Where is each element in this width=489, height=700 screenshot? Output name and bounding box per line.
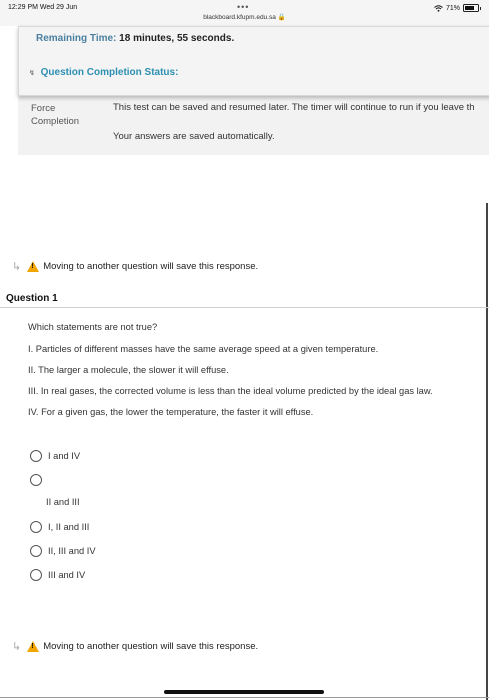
answer-option-label: I and IV (48, 451, 81, 461)
question-header (0, 291, 489, 308)
remaining-time (36, 33, 234, 44)
url-text: blackboard.kfupm.edu.sa (203, 14, 276, 21)
radio-button[interactable] (30, 450, 42, 462)
scrollbar[interactable] (486, 203, 488, 700)
test-info-panel (18, 94, 489, 155)
save-note-bottom (12, 640, 258, 653)
statement-3: III. In real gases, the corrected volume is less than the ideal volume predicted by the ideal gas law. (28, 386, 433, 396)
url-bar[interactable] (0, 13, 489, 21)
tab-dots-icon[interactable]: ••• (237, 2, 250, 12)
answer-option-3[interactable] (30, 521, 89, 533)
statement-2: II. The larger a molecule, the slower it will effuse. (28, 365, 229, 375)
answer-option-1[interactable] (30, 450, 80, 462)
save-note-top (12, 260, 258, 273)
answer-option-4[interactable] (30, 545, 96, 557)
auto-save-info: Your answers are saved automatically. (113, 131, 275, 142)
answer-option-label: II, III and IV (48, 546, 96, 556)
save-note-text: Moving to another question will save this response. (43, 261, 259, 272)
force-completion-label: Force Completion (31, 103, 80, 127)
question-title: Question 1 (6, 293, 58, 304)
status-right (434, 4, 479, 12)
warning-icon: ! (27, 261, 39, 272)
answer-option-label: III and IV (48, 570, 86, 580)
status-time: 12:29 PM Wed 29 Jun (8, 4, 78, 11)
status-bar (0, 0, 489, 26)
statement-4: IV. For a given gas, the lower the temperature, the faster it will effuse. (28, 407, 314, 417)
home-indicator[interactable] (164, 690, 324, 694)
answer-option-5[interactable] (30, 569, 85, 581)
save-note-text: Moving to another question will save this response. (43, 641, 259, 652)
battery-icon (463, 4, 479, 12)
statement-1: I. Particles of different masses have the same average speed at a given temperature. (28, 344, 379, 354)
answer-option-2-text: II and III (46, 497, 80, 507)
answer-option-2[interactable] (30, 474, 48, 486)
radio-button[interactable] (30, 521, 42, 533)
question-completion-status-label: Question Completion Status: (40, 67, 179, 78)
bottom-divider (0, 697, 489, 698)
return-arrow-icon: ↳ (12, 641, 22, 653)
wifi-icon (434, 5, 443, 12)
remaining-time-label: Remaining Time: (36, 33, 117, 44)
return-arrow-icon: ↳ (12, 261, 22, 273)
radio-button[interactable] (30, 545, 42, 557)
radio-button[interactable] (30, 569, 42, 581)
question-completion-status-toggle[interactable] (29, 67, 178, 78)
remaining-time-value: 18 minutes, 55 seconds. (119, 33, 235, 44)
question-prompt: Which statements are not true? (28, 322, 158, 332)
timer-panel (18, 26, 489, 96)
lock-icon: 🔒 (277, 14, 286, 21)
chevron-down-icon: ↯ (29, 70, 35, 77)
battery-percent: 71% (445, 4, 460, 12)
save-resume-info: This test can be saved and resumed later. The timer will continue to run if you leave th (113, 102, 475, 113)
answer-option-label: I, II and III (48, 522, 90, 532)
radio-button[interactable] (30, 474, 42, 486)
warning-icon: ! (27, 641, 39, 652)
